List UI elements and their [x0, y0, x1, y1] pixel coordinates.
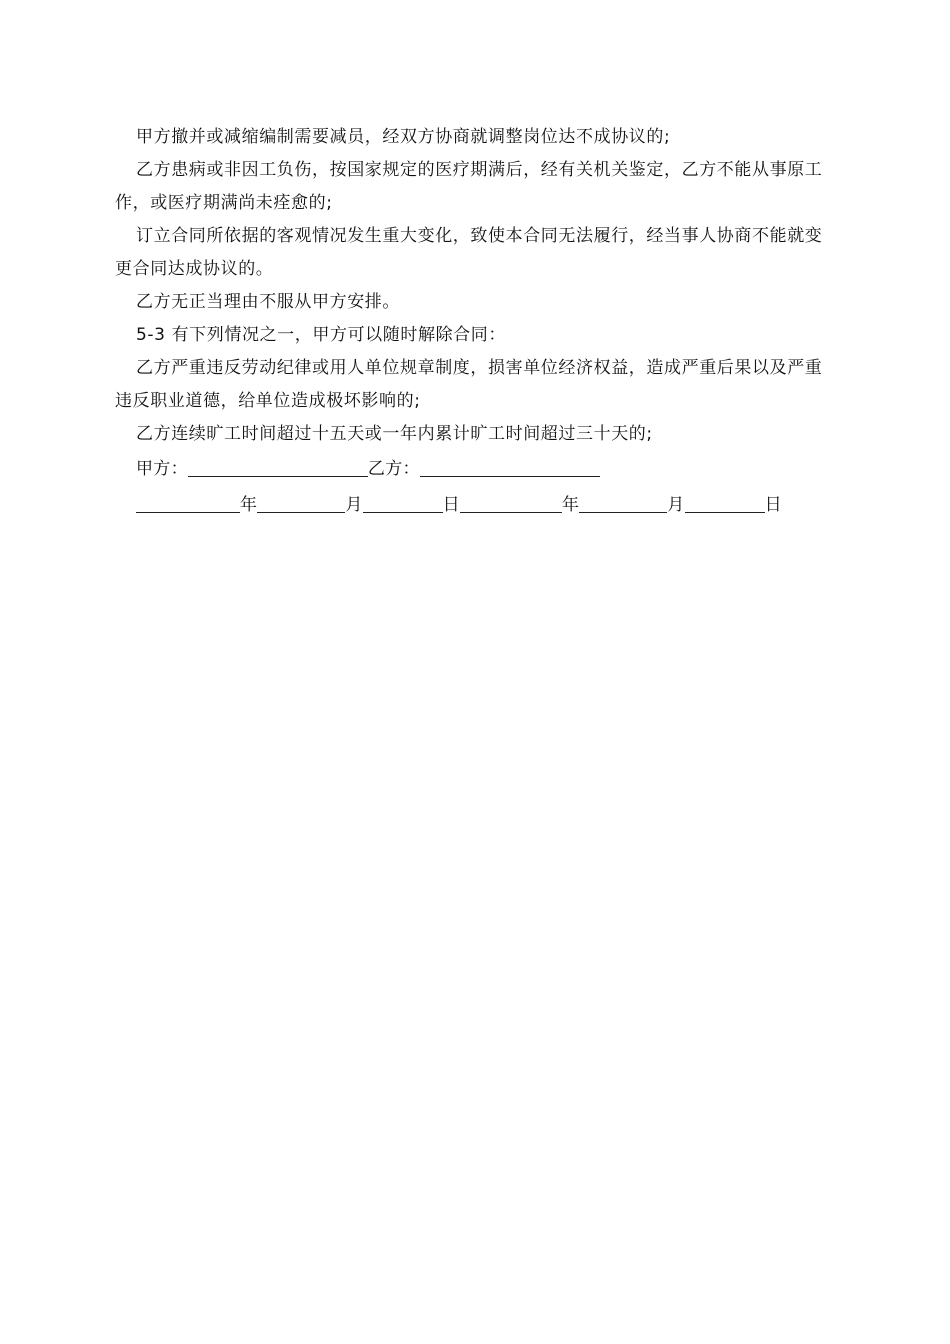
clause-paragraph: 乙方严重违反劳动纪律或用人单位规章制度，损害单位经济权益，造成严重后果以及严重违反职业道德，给单位造成极坏影响的; — [115, 358, 823, 411]
party-b-year-blank[interactable] — [460, 492, 562, 513]
clause-heading: 5-3 有下列情况之一，甲方可以随时解除合同： — [136, 325, 506, 345]
clause-paragraph: 乙方无正当理由不服从甲方安排。 — [136, 292, 400, 312]
month-label: 月 — [345, 495, 363, 515]
party-a-year-blank[interactable] — [136, 492, 240, 513]
clause-paragraph: 订立合同所依据的客观情况发生重大变化，致使本合同无法履行，经当事人协商不能就变更合同达成协议的。 — [115, 226, 823, 279]
date-line — [115, 487, 837, 523]
party-b-month-blank[interactable] — [579, 492, 667, 513]
clause-paragraph: 甲方撤并或减缩编制需要减员，经双方协商就调整岗位达不成协议的; — [136, 127, 671, 147]
year-label: 年 — [240, 495, 258, 515]
party-b-day-blank[interactable] — [685, 492, 765, 513]
party-b-label: 乙方： — [367, 459, 420, 479]
year-label: 年 — [561, 495, 580, 515]
clause-paragraph: 乙方患病或非因工负伤，按国家规定的医疗期满后，经有关机关鉴定，乙方不能从事原工作，或医疗期满尚未痊愈的; — [115, 160, 823, 213]
day-label: 日 — [442, 495, 460, 515]
month-label: 月 — [667, 495, 685, 515]
signature-line — [115, 451, 837, 487]
party-a-label: 甲方： — [136, 459, 188, 479]
party-a-blank[interactable] — [188, 456, 368, 477]
clause-paragraph: 乙方连续旷工时间超过十五天或一年内累计旷工时间超过三十天的; — [136, 424, 653, 444]
party-a-month-blank[interactable] — [257, 492, 345, 513]
day-label: 日 — [764, 495, 782, 515]
document-body — [115, 121, 837, 523]
party-a-day-blank[interactable] — [363, 492, 443, 513]
party-b-blank[interactable] — [420, 456, 600, 477]
